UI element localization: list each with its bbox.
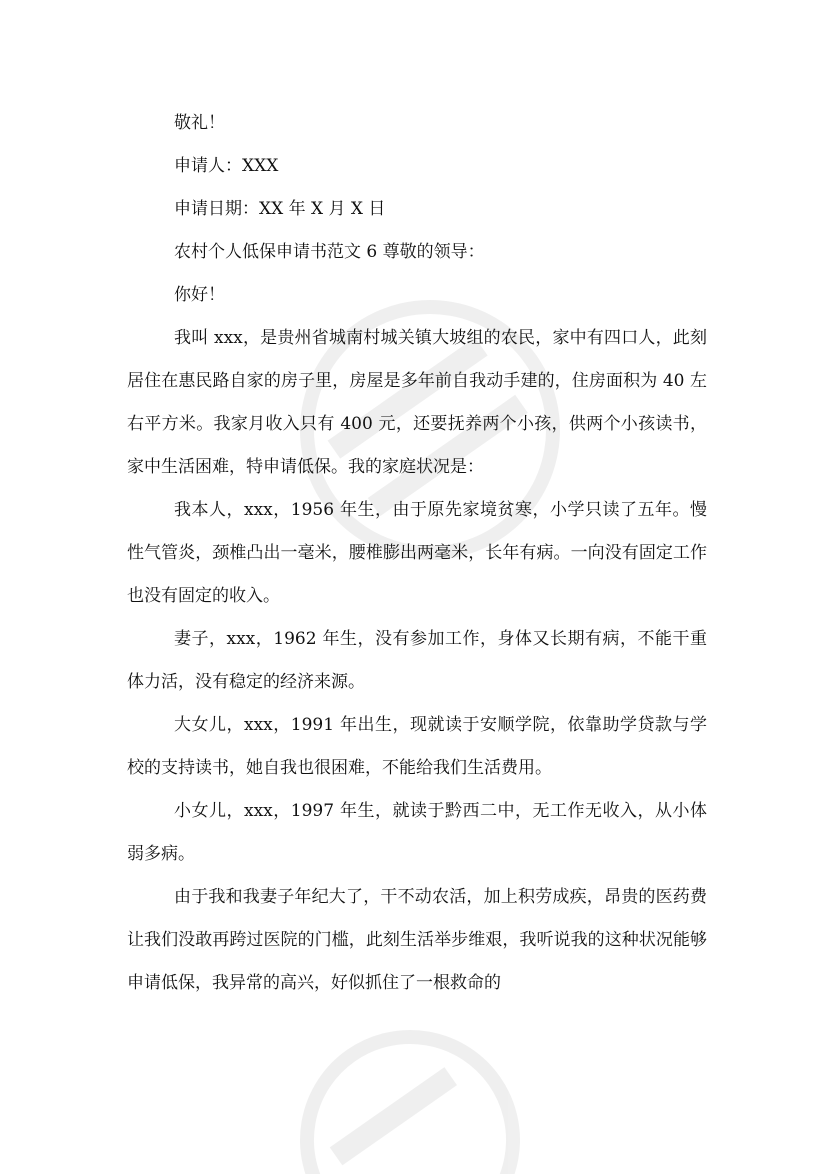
paragraph: 小女儿，xxx，1997 年生，就读于黔西二中，无工作无收入，从小体弱多病。: [127, 801, 707, 864]
greeting-line: 你好！: [174, 285, 225, 305]
closing-line: 敬礼！: [174, 113, 225, 133]
paragraph: 我本人，xxx，1956 年生，由于原先家境贫寒，小学只读了五年。慢性气管炎，颈椎凸出一毫米，腰椎膨出两毫米，长年有病。一向没有固定工作也没有固定的收入。: [127, 500, 707, 606]
paragraph: 由于我和我妻子年纪大了，干不动农活，加上积劳成疾，昂贵的医药费让我们没敢再跨过医院的门槛，此刻生活举步维艰，我听说我的这种状况能够申请低保，我异常的高兴，好似抓住了一根救命的: [127, 887, 707, 993]
applicant-line: 申请人：XXX: [174, 156, 279, 176]
date-line: 申请日期：XX 年 X 月 X 日: [174, 199, 386, 219]
paragraph: 我叫 xxx，是贵州省城南村城关镇大坡组的农民，家中有四口人，此刻居住在惠民路自家的房子里，房屋是多年前自我动手建的，住房面积为 40 左右平方米。我家月收入只有 400 元，还要抚养两个小孩，供两个小孩读书，家中生活困难，特申请低保。我的家庭状况是：: [127, 328, 707, 477]
paragraph: 妻子，xxx，1962 年生，没有参加工作，身体又长期有病，不能干重体力活，没有稳定的经济来源。: [127, 629, 707, 692]
title-salutation-line: 农村个人低保申请书范文 6 尊敬的领导：: [174, 242, 485, 262]
document-body: [127, 102, 707, 1005]
paragraph: 大女儿，xxx，1991 年出生，现就读于安顺学院，依靠助学贷款与学校的支持读书，她自我也很困难，不能给我们生活费用。: [127, 715, 707, 778]
watermark-logo: [257, 987, 563, 1174]
